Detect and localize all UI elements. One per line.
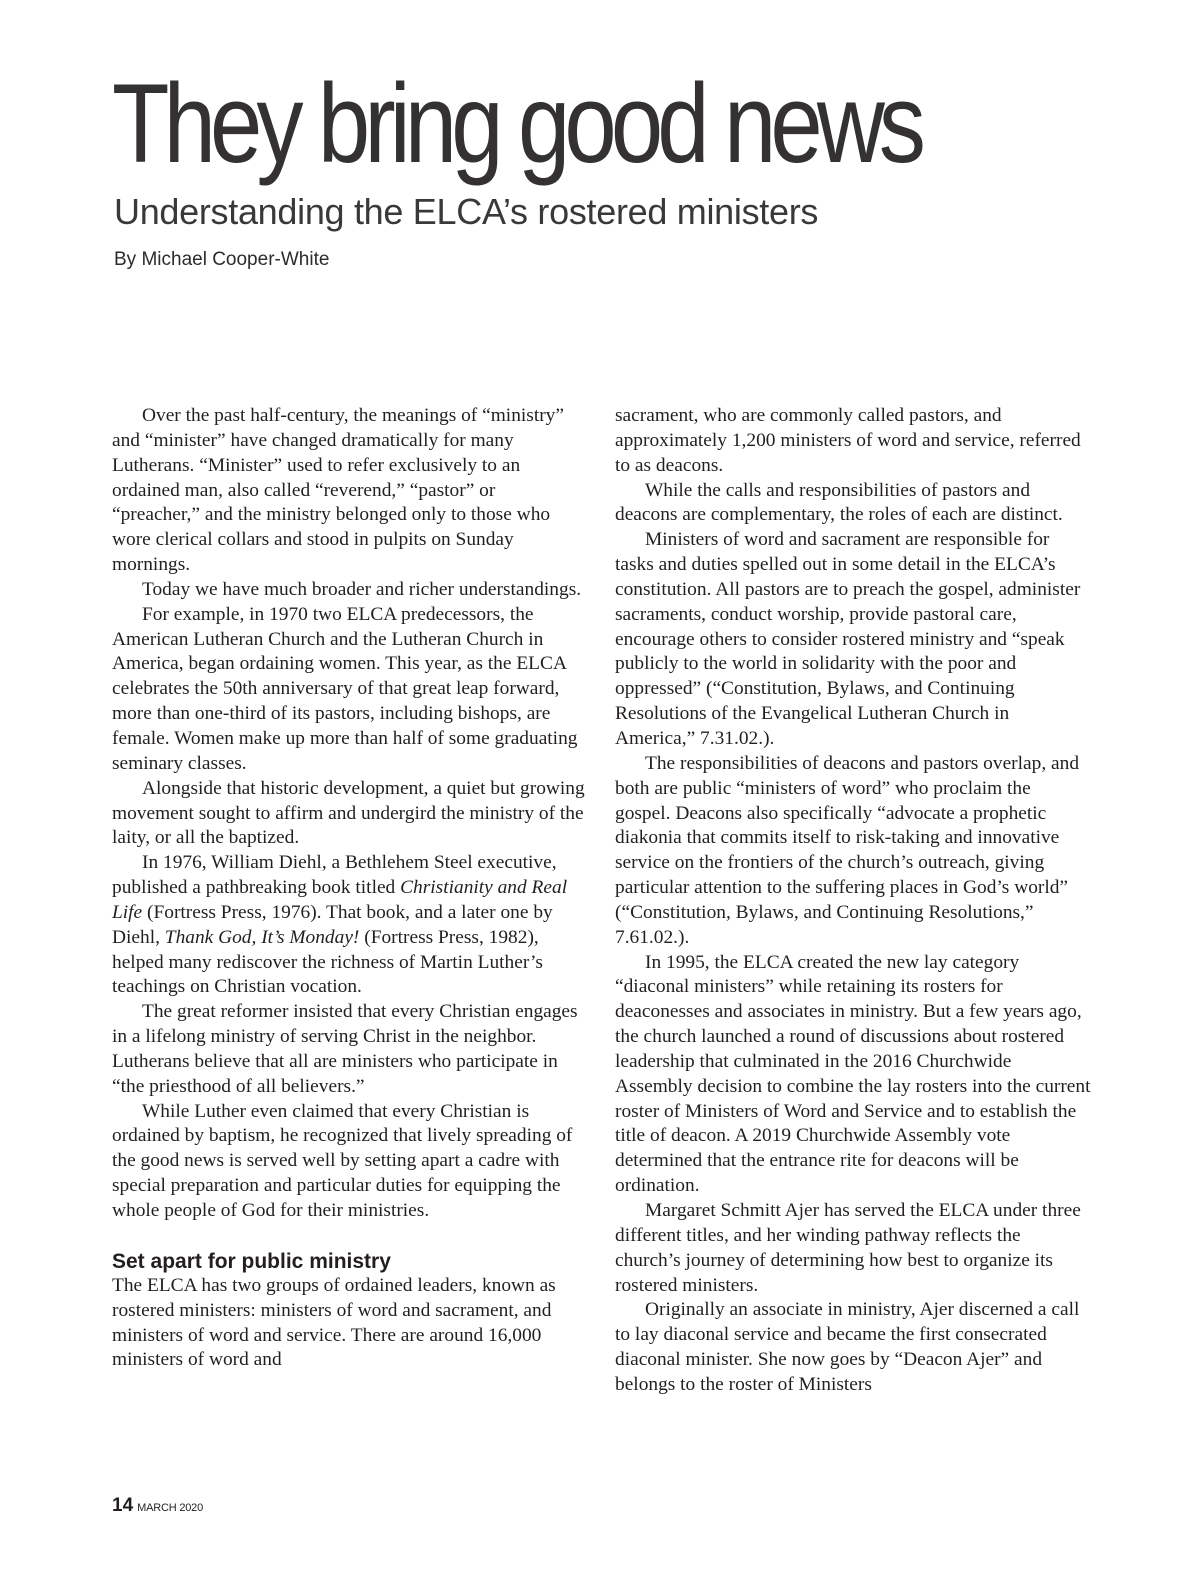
paragraph: Ministers of word and sacrament are responsible for tasks and duties spelled out in some detail in the ELCA’s constitution. All pastors are to preach the gospel, administer sacraments, conduct worship, provide pastoral care, encourage others to consider rostered ministry and “speak publicly to the world in solidarity with the poor and oppressed” (“Constitution, Bylaws, and Continuing Resolutions of the Evangelical Lutheran Church in America,” 7.31.02.). — [615, 529, 1081, 749]
book-title: Christianity and Real Life — [112, 877, 568, 923]
paragraph: sacrament, who are commonly called pastors, and approximately 1,200 ministers of word and service, referred to as deacons. — [615, 405, 1081, 476]
book-title: Thank God, It’s Monday! — [164, 926, 360, 948]
article-subtitle: Understanding the ELCA’s rostered ministers — [114, 191, 819, 232]
right-column — [615, 404, 1091, 1398]
paragraph: For example, in 1970 two ELCA predecessors, the American Lutheran Church and the Lutheran Church in America, began ordaining women. This year, as the ELCA celebrates the 50th anniversary of that great leap forward, more than one-third of its pastors, including bishops, are female. Women make up more than half of some graduating seminary classes. — [112, 603, 578, 774]
page-footer — [112, 1495, 203, 1517]
page-number: 14 — [112, 1495, 134, 1516]
text-run: In 1976, William Diehl, a Bethlehem Steel executive, published a pathbreaking book titled — [112, 852, 557, 899]
paragraph: The ELCA has two groups of ordained leaders, known as rostered ministers: ministers of word and sacrament, and ministers of word and service. There are around 16,000 ministers of word and — [112, 1274, 556, 1371]
left-column — [112, 404, 588, 1373]
paragraph: Over the past half-century, the meanings of “ministry” and “minister” have changed dramatically for many Lutherans. “Minister” used to refer exclusively to an ordained man, also called “reverend,” “pastor” or “preacher,” and the ministry belonged only to those who wore clerical collars and stood in pulpits on Sunday mornings. — [112, 405, 564, 576]
paragraph: Margaret Schmitt Ajer has served the ELCA under three different titles, and her winding pathway reflects the church’s journey of determining how best to organize its rostered ministers. — [615, 1200, 1081, 1296]
text-run: (Fortress Press, 1976). That book, and a later one by Diehl, — [112, 901, 553, 948]
section-heading: Set apart for public ministry — [112, 1249, 391, 1273]
paragraph: The great reformer insisted that every Christian engages in a lifelong ministry of serving Christ in the neighbor. Lutherans believe that all are ministers who participate in “the priesthood of all believers.” — [112, 1001, 578, 1097]
byline: By Michael Cooper-White — [114, 249, 330, 270]
paragraph — [112, 851, 588, 1000]
text-run: (Fortress Press, 1982), helped many rediscover the richness of Martin Luther’s teachings on Christian vocation. — [112, 926, 543, 998]
paragraph: In 1995, the ELCA created the new lay category “diaconal ministers” while retaining its rosters for deaconesses and associates in ministry. But a few years ago, the church launched a round of discussions about rostered leadership that culminated in the 2016 Churchwide Assembly decision to combine the lay rosters into the current roster of Ministers of Word and Service and to establish the title of deacon. A 2019 Churchwide Assembly vote determined that the entrance rite for deacons will be ordination. — [615, 951, 1091, 1197]
article-title: They bring good news — [112, 61, 921, 186]
paragraph: While the calls and responsibilities of pastors and deacons are complementary, the roles of each are distinct. — [615, 479, 1063, 526]
paragraph: Alongside that historic development, a quiet but growing movement sought to affirm and undergird the ministry of the laity, or all the baptized. — [112, 777, 585, 849]
paragraph: While Luther even claimed that every Christian is ordained by baptism, he recognized that lively spreading of the good news is served well by setting apart a cadre with special preparation and particular duties for equipping the whole people of God for their ministries. — [112, 1100, 573, 1221]
issue-date: MARCH 2020 — [137, 1502, 203, 1514]
paragraph: Today we have much broader and richer understandings. — [142, 578, 582, 600]
paragraph: The responsibilities of deacons and pastors overlap, and both are public “ministers of word” who proclaim the gospel. Deacons also specifically “advocate a prophetic diakonia that commits itself to risk-taking and innovative service on the frontiers of the church’s outreach, giving particular attention to the suffering places in God’s world” (“Constitution, Bylaws, and Continuing Resolutions,” 7.61.02.). — [615, 752, 1080, 948]
paragraph: Originally an associate in ministry, Ajer discerned a call to lay diaconal service and became the first consecrated diaconal minister. She now goes by “Deacon Ajer” and belongs to the roster of Ministers — [615, 1299, 1080, 1395]
